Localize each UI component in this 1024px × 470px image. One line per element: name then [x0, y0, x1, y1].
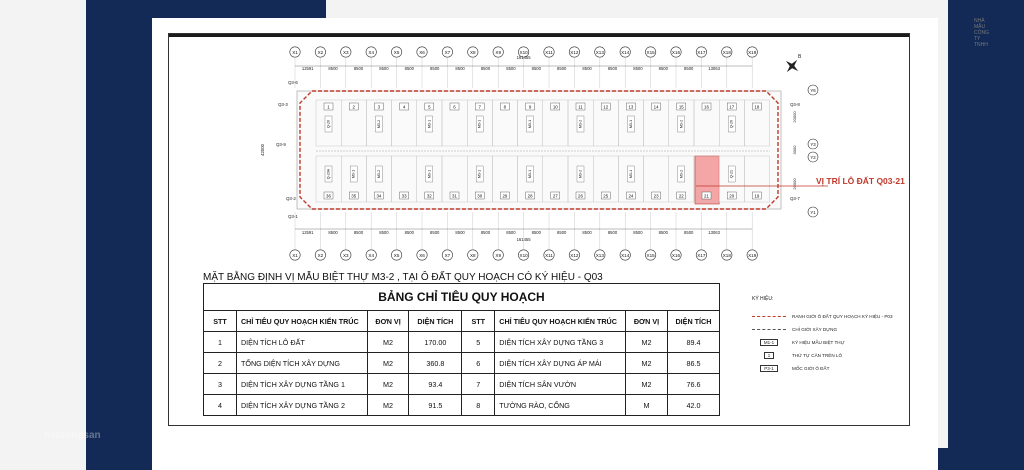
north-label: B [798, 54, 802, 60]
lot-number: 29 [502, 193, 508, 199]
axis-label-top: X10 [519, 50, 528, 55]
build-line-icon [752, 329, 786, 330]
total-dim-top: 161455 [516, 55, 531, 60]
right-dim: 20000 [792, 111, 797, 123]
axis-label-bottom: X16 [671, 253, 681, 258]
axis-label-bottom: X8 [469, 253, 476, 258]
lot-code: M3-1 [427, 119, 432, 129]
lot-number: 31 [452, 193, 457, 199]
lot-number: 5 [428, 104, 431, 110]
road-label: Q3-1 [288, 214, 298, 219]
lot-number: 6 [453, 104, 456, 110]
cell-unit: M2 [367, 374, 409, 395]
cell-unit: M2 [367, 332, 409, 353]
lot-number: 28 [527, 193, 533, 199]
legend-text: MỐC GIỚI Ô ĐẤT [792, 366, 830, 371]
lot-number: 27 [552, 193, 558, 199]
frame-top-border [169, 34, 909, 37]
axis-label-bottom: X7 [444, 253, 451, 258]
lot-code: M3-1 [427, 169, 432, 179]
axis-label-top: X12 [570, 50, 579, 55]
lot-code: M3-2 [578, 119, 583, 129]
table-row [204, 395, 720, 416]
cell-unit: M2 [367, 395, 409, 416]
lot-code: Q-20 [729, 120, 734, 128]
lot-number: 9 [528, 104, 532, 110]
axis-label-top: X19 [748, 50, 757, 55]
navy-right-strip [948, 0, 1024, 470]
legend-text: KÝ HIỆU MẪU BIỆT THỰ [792, 340, 845, 345]
cell-criteria-2: TƯỜNG RÀO, CỔNG [495, 395, 626, 416]
road-label: Q3-3 [278, 102, 288, 107]
axis-label-bottom: X13 [595, 253, 604, 258]
dim-bottom: 8500 [607, 230, 618, 235]
axis-label-bottom: X19 [748, 253, 757, 258]
dim-top: 8500 [557, 66, 567, 71]
lot-number: 23 [653, 193, 659, 199]
legend-text: CHỈ GIỚI XÂY DỰNG [792, 327, 838, 332]
axis-label-bottom: X6 [419, 253, 425, 258]
cell-unit-2: M2 [626, 374, 668, 395]
cell-criteria: DIỆN TÍCH XÂY DỰNG TẦNG 1 [236, 374, 367, 395]
axis-label-top: X1 [292, 50, 298, 55]
lot-code: M3-1 [528, 119, 533, 129]
lot-code: M3-1 [528, 169, 533, 179]
total-dim-bottom: 161455 [516, 237, 531, 242]
dim-bottom: 8500 [684, 230, 694, 235]
north-arrow [785, 54, 802, 73]
lot-code: M3-2 [679, 169, 684, 179]
lot-number: 10 [552, 104, 558, 110]
boundary-line-icon [752, 316, 786, 317]
cell-criteria-2: DIỆN TÍCH SÂN VƯỜN [495, 374, 626, 395]
cell-area-2: 86.5 [667, 353, 719, 374]
axis-label-top: X16 [671, 50, 681, 55]
dim-top: 8500 [531, 66, 541, 71]
lot-number: 30 [477, 193, 483, 199]
lot-code: M3-2 [578, 169, 583, 179]
cell-unit: M2 [367, 353, 409, 374]
road-label: Q3-8 [790, 102, 800, 107]
lot-code: M3-1 [477, 169, 482, 179]
axis-label-top: X6 [419, 50, 425, 55]
header-stt-2: STT [462, 311, 495, 332]
cell-unit-2: M [626, 395, 668, 416]
road-label: Q3-7 [790, 196, 800, 201]
axis-label-bottom: X11 [545, 253, 553, 258]
cell-criteria: TỔNG DIỆN TÍCH XÂY DỰNG [236, 353, 367, 374]
dim-top: 8500 [684, 66, 694, 71]
axis-label-bottom: X10 [519, 253, 528, 258]
cell-criteria-2: DIỆN TÍCH XÂY DỰNG TẦNG 3 [495, 332, 626, 353]
lot-code: M3-2 [376, 119, 381, 129]
dim-bottom: 12591 [301, 230, 314, 235]
axis-label-bottom: X9 [495, 253, 502, 258]
lot-code: M3-1 [351, 169, 356, 179]
axis-label-side: Y1 [810, 209, 816, 215]
dim-bottom: 8500 [353, 230, 364, 235]
lot-number: 2 [352, 104, 355, 110]
dim-top: 8500 [328, 66, 338, 71]
legend-symbol: 1 [764, 352, 775, 359]
lot-number: 14 [653, 104, 659, 110]
dim-top: 13063 [708, 66, 720, 71]
dim-bottom: 8500 [658, 230, 668, 235]
cell-stt-2: 7 [462, 374, 495, 395]
lot-number: 12 [603, 104, 609, 110]
dim-bottom: 8500 [582, 230, 592, 235]
site-plan [260, 44, 905, 266]
table-row [204, 374, 720, 395]
right-dim: 3000 [792, 145, 797, 155]
dim-top: 8500 [658, 66, 668, 71]
dim-top: 8500 [455, 66, 465, 71]
cell-criteria-2: DIỆN TÍCH XÂY DỰNG ÁP MÁI [495, 353, 626, 374]
axis-label-bottom: X15 [646, 253, 655, 258]
axis-label-side: Y6 [810, 87, 816, 93]
dim-bottom: 8500 [430, 230, 440, 235]
header-unit-2: ĐƠN VỊ [626, 311, 668, 332]
lot-number: 20 [729, 193, 735, 199]
lot-number: 21 [704, 193, 709, 199]
axis-label-bottom: X12 [570, 253, 579, 258]
table-row [204, 353, 720, 374]
axis-label-top: X14 [621, 50, 630, 55]
lot-number: 36 [326, 193, 331, 199]
lot-number: 35 [351, 193, 357, 199]
table-title: BẢNG CHỈ TIÊU QUY HOẠCH [204, 284, 720, 311]
planning-index-table [203, 283, 720, 416]
lot-code: Q-21 [729, 170, 734, 178]
axis-label-top: X9 [495, 50, 502, 55]
dim-bottom: 8500 [480, 230, 491, 235]
cell-area: 93.4 [409, 374, 462, 395]
cell-criteria: DIỆN TÍCH XÂY DỰNG TẦNG 2 [236, 395, 367, 416]
lot-number: 15 [678, 104, 684, 110]
dim-bottom: 8500 [506, 230, 516, 235]
dim-top: 8500 [430, 66, 440, 71]
legend-symbol: M1-1 [760, 339, 778, 346]
road-label: Q3-2 [286, 196, 296, 201]
lot-number: 8 [503, 104, 507, 110]
axis-label-top: X13 [595, 50, 604, 55]
axis-label-top: X3 [342, 50, 349, 55]
axis-label-side: Y2 [810, 154, 816, 160]
lot-number: 22 [678, 193, 684, 199]
table-header-row [204, 311, 720, 332]
cell-stt: 2 [204, 353, 237, 374]
header-stt: STT [204, 311, 237, 332]
header-area: DIỆN TÍCH [409, 311, 462, 332]
lot-number: 1 [327, 104, 330, 110]
dim-bottom: 8500 [633, 230, 643, 235]
legend-item [752, 323, 902, 336]
cell-stt-2: 5 [462, 332, 495, 353]
lot-code: M3-1 [628, 119, 633, 129]
lot-number: 24 [628, 193, 634, 199]
cell-stt: 1 [204, 332, 237, 353]
cell-unit-2: M2 [626, 353, 668, 374]
dim-bottom: 13063 [708, 230, 720, 235]
axis-label-top: X15 [646, 50, 655, 55]
axis-label-bottom: X5 [393, 253, 400, 258]
legend-item [752, 310, 902, 323]
header-criteria-2: CHỈ TIÊU QUY HOẠCH KIẾN TRÚC [495, 311, 626, 332]
axis-label-bottom: X18 [722, 253, 731, 258]
dim-top: 8500 [404, 66, 414, 71]
dim-bottom: 8500 [379, 230, 389, 235]
lot-number: 25 [603, 193, 609, 199]
lot-code: Q-20 [326, 120, 331, 128]
highlight-label: VỊ TRÍ LÔ ĐẤT Q03-21 [816, 176, 905, 186]
dim-top: 8500 [506, 66, 516, 71]
legend-title: KÝ HIỆU: [752, 296, 774, 302]
lot-number: 18 [754, 104, 760, 110]
dim-top: 12591 [301, 66, 314, 71]
dim-bottom: 8500 [557, 230, 567, 235]
right-dim: 20000 [792, 178, 797, 190]
axis-label-bottom: X17 [697, 253, 706, 258]
axis-label-top: X17 [697, 50, 706, 55]
cell-criteria: DIỆN TÍCH LÔ ĐẤT [236, 332, 367, 353]
lot-number: 17 [729, 104, 735, 110]
lot-number: 34 [376, 193, 382, 199]
cell-area: 91.5 [409, 395, 462, 416]
lot-code: M3-2 [679, 119, 684, 129]
lot-number: 32 [426, 193, 432, 199]
cell-area-2: 89.4 [667, 332, 719, 353]
cell-area: 170.00 [409, 332, 462, 353]
cell-area-2: 76.6 [667, 374, 719, 395]
axis-label-bottom: X1 [292, 253, 298, 258]
lot-number: 7 [478, 104, 481, 110]
watermark: batdongsan [44, 430, 101, 441]
axis-label-bottom: X14 [621, 253, 630, 258]
dim-bottom: 8500 [404, 230, 414, 235]
axis-label-top: X5 [393, 50, 400, 55]
legend-text: THỨ TỰ CĂN TRÊN LÔ [792, 353, 843, 358]
lot-number: 26 [578, 193, 583, 199]
lot-number: 3 [377, 104, 381, 110]
cell-stt-2: 8 [462, 395, 495, 416]
road-label: Q3-6 [288, 80, 298, 85]
dim-top: 8500 [633, 66, 643, 71]
dim-top: 8500 [353, 66, 364, 71]
axis-label-bottom: X4 [368, 253, 375, 258]
cell-stt-2: 6 [462, 353, 495, 374]
axis-label-bottom: X3 [342, 253, 349, 258]
lot-number: 16 [704, 104, 709, 110]
axis-label-top: X4 [368, 50, 375, 55]
legend-item [752, 349, 902, 362]
legend-item [752, 336, 902, 349]
dim-top: 8500 [480, 66, 491, 71]
lot-number: 4 [402, 104, 406, 110]
header-criteria: CHỈ TIÊU QUY HOẠCH KIẾN TRÚC [236, 311, 367, 332]
side-dim: 42000 [260, 143, 265, 157]
legend-symbol: P3-1 [760, 365, 778, 372]
axis-label-top: X8 [469, 50, 476, 55]
header-area-2: DIỆN TÍCH [667, 311, 719, 332]
sheet-corner-text: NHÀ MẪU CÔNG TY TNHH [974, 18, 989, 48]
legend-text: RANH GIỚI Ô ĐẤT QUY HOẠCH KÝ HIỆU - P03 [792, 314, 893, 319]
axis-label-top: X7 [444, 50, 451, 55]
dim-top: 8500 [379, 66, 389, 71]
cell-unit-2: M2 [626, 332, 668, 353]
dim-top: 8500 [607, 66, 618, 71]
lot-number: 19 [754, 193, 760, 199]
axis-label-top: X18 [722, 50, 731, 55]
cell-area: 360.8 [409, 353, 462, 374]
dim-top: 8500 [582, 66, 592, 71]
lot-code: M3-2 [376, 169, 381, 179]
lot-code: M3-1 [628, 169, 633, 179]
legend-item [752, 362, 902, 375]
lot-code: Q-20A [326, 168, 331, 180]
lot-number: 11 [578, 104, 583, 110]
dim-bottom: 8500 [455, 230, 465, 235]
cell-stt: 4 [204, 395, 237, 416]
lot-number: 13 [628, 104, 634, 110]
cell-area-2: 42.0 [667, 395, 719, 416]
axis-label-bottom: X2 [317, 253, 324, 258]
table-row [204, 332, 720, 353]
road-label: Q3-9 [276, 142, 286, 147]
plan-caption: MẶT BẰNG ĐỊNH VỊ MẪU BIỆT THỰ M3-2 , TẠI Ô ĐẤT QUY HOẠCH CÓ KÝ HIỆU - Q03 [203, 272, 603, 283]
lot-number: 33 [401, 193, 407, 199]
cell-stt: 3 [204, 374, 237, 395]
axis-label-side: Y3 [810, 141, 816, 147]
legend [752, 296, 902, 375]
axis-label-top: X11 [545, 50, 553, 55]
header-unit: ĐƠN VỊ [367, 311, 409, 332]
dim-bottom: 8500 [328, 230, 338, 235]
dim-bottom: 8500 [531, 230, 541, 235]
axis-label-top: X2 [317, 50, 324, 55]
lot-code: M3-1 [477, 119, 482, 129]
